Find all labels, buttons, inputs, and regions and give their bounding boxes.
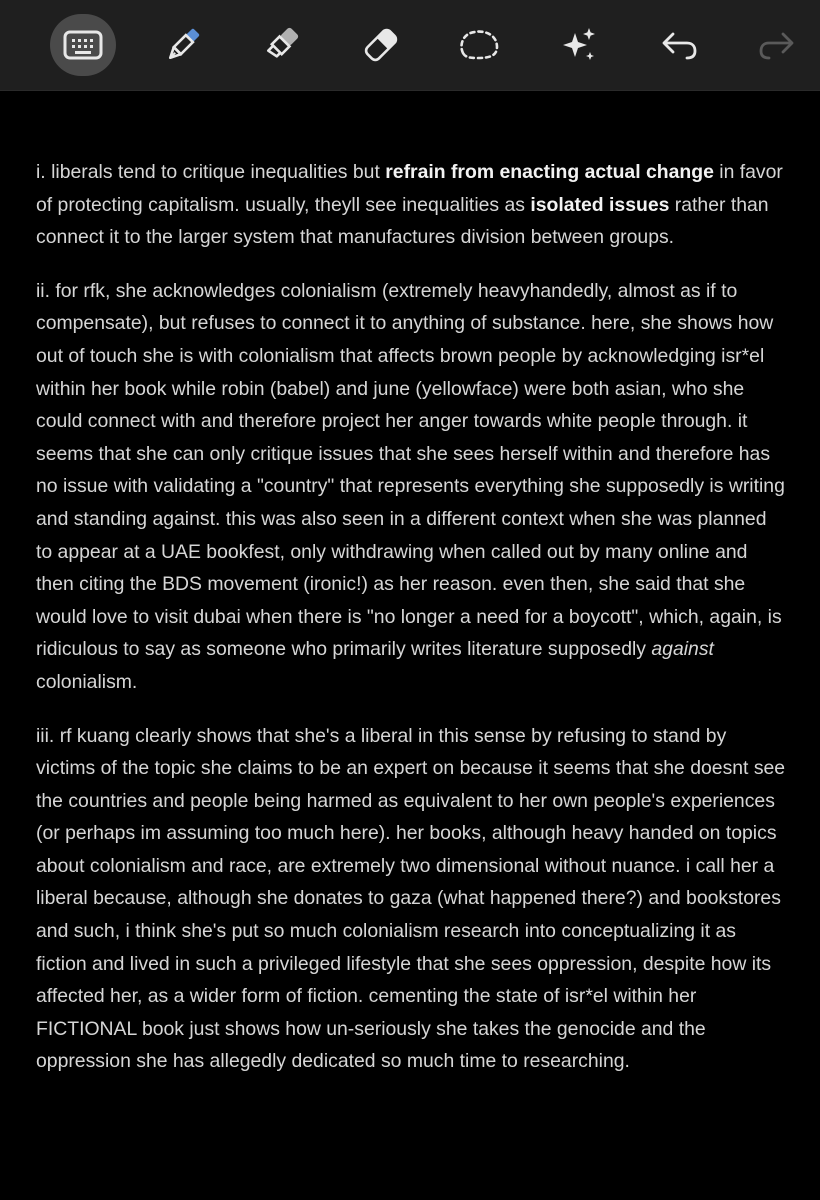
paragraph-2 <box>36 275 788 699</box>
redo-icon <box>755 23 799 67</box>
eraser-icon <box>359 23 403 67</box>
keyboard-icon <box>62 28 104 62</box>
paragraph-2-text-c: colonialism. <box>36 670 138 693</box>
undo-button[interactable] <box>646 14 712 76</box>
redo-button[interactable] <box>744 14 810 76</box>
pen-tool-button[interactable] <box>150 14 216 76</box>
paragraph-3-text: iii. rf kuang clearly shows that she's a liberal in this sense by refusing to stand by victims of the topic she claims to be an expert on because it seems that she doesnt see the countries and people being harmed as equivalent to her own people's experiences (or perhaps im assuming too much here). her books, although heavy handed on topics about colonialism and race, are extremely two dimensional without nuance. i call her a liberal because, although she donates to gaza (what happened there?) and bookstores and such, i think she's put so much colonialism research into conceptualizing it as fiction and lived in such a privileged lifestyle that she sees oppression, despite how its affected her, as a wider form of fiction. cementing the state of isr*el within her FICTIONAL book just shows how un-seriously she takes the genocide and the oppression she has allegedly dedicated so much time to researching. <box>36 724 786 1073</box>
drawing-toolbar <box>0 0 820 91</box>
paragraph-1-text-e: rather than connect it to the larger system that manufactures division between groups. <box>36 193 769 249</box>
bold-phrase-isolated: isolated issues <box>530 193 670 216</box>
lasso-select-icon <box>455 23 503 67</box>
ai-sparkle-icon <box>557 23 601 67</box>
paragraph-2-text-a: ii. for rfk, she acknowledges colonialism (extremely heavyhandedly, almost as if to compensate), but refuses to connect it to anything of substance. here, she shows how out of touch she is with colonialism that affects brown people by acknowledging isr*el within her book while robin (babel) and june (yellowface) were both asian, who she could connect with and therefore project her anger towards white people through. it seems that she can only critique issues that she sees herself within and therefore has no issue with validating a "country" that represents everything she supposedly is writing and standing against. this was also seen in a different context when she was planned to appear at a UAE bookfest, only withdrawing when called out by many online and then citing the BDS movement (ironic!) as her reason. even then, she said that she would love to visit dubai when there is "no longer a need for a boycott", which, again, is ridiculous to say as someone who primarily writes literature supposedly <box>36 279 785 661</box>
paragraph-3 <box>36 720 788 1079</box>
keyboard-mode-button[interactable] <box>50 14 116 76</box>
lasso-select-button[interactable] <box>446 14 512 76</box>
eraser-tool-button[interactable] <box>348 14 414 76</box>
bold-phrase-change: refrain from enacting actual change <box>385 161 714 183</box>
paragraph-1 <box>36 156 788 254</box>
highlighter-tool-button[interactable] <box>248 14 314 76</box>
highlighter-icon <box>259 23 303 67</box>
italic-word-against: against <box>651 638 714 661</box>
paragraph-1-text-c: in favor of protecting capitalism. usually, theyll see inequalities as <box>36 161 783 216</box>
note-body[interactable] <box>36 156 788 1099</box>
ai-assist-button[interactable] <box>546 14 612 76</box>
undo-icon <box>657 23 701 67</box>
pen-icon <box>161 23 205 67</box>
paragraph-1-text-a: i. liberals tend to critique inequalities but <box>36 161 386 183</box>
